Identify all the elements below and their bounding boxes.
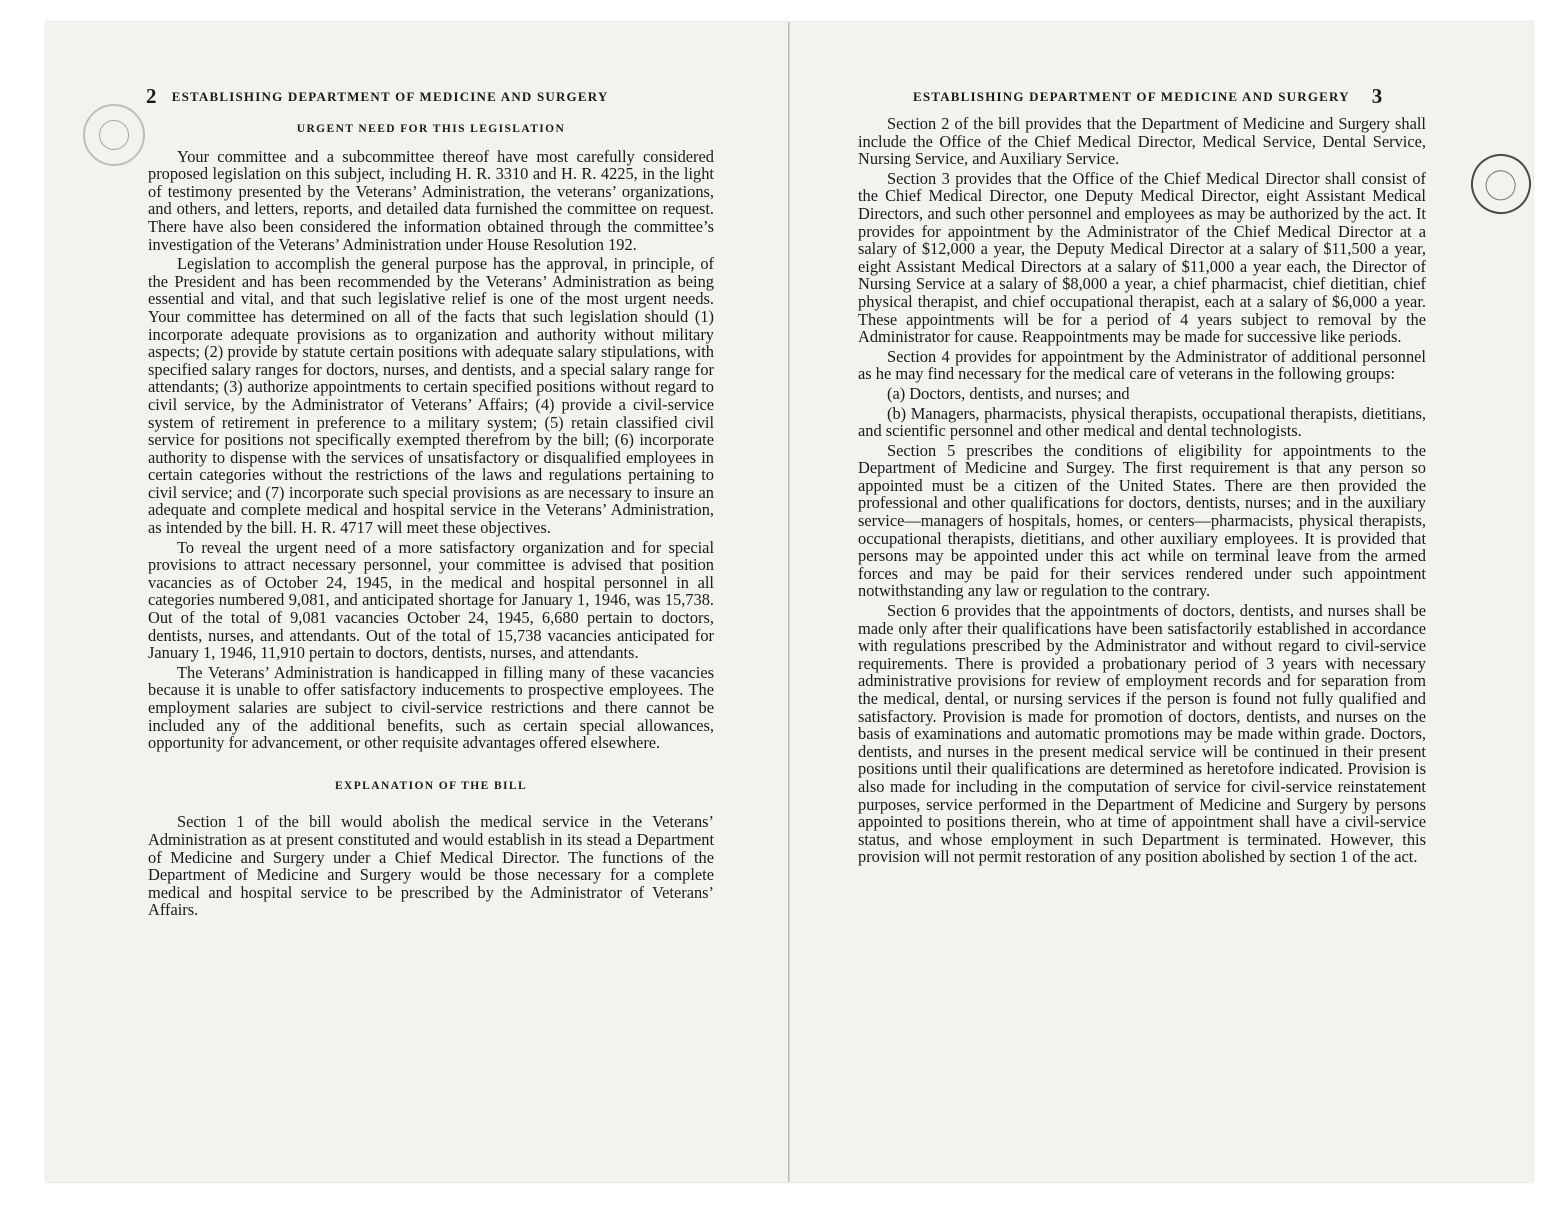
paragraph: Section 3 provides that the Office of the Chief Medical Director shall consist of the Chief Medical Director, one Deputy Medical Director, eight Assistant Medical Directors, and such other personnel and employees as may be authorized by the act. It provides for appointment by the Administrator of the Chief Medical Director at a salary of $12,000 a year, the Deputy Medical Director at a salary of $11,500 a year, eight Assistant Medical Directors at a salary of $11,000 a year each, the Director of Nursing Service at a salary of $8,000 a year, a chief pharmacist, chief dietitian, chief physical therapist, and chief occupational therapist, each at a salary of $6,000 a year. These appointments will be for a period of 4 years subject to removal by the Administrator for cause. Reappointments may be made for successive like periods. <box>858 168 1426 347</box>
right-page <box>790 22 1533 1182</box>
left-text-column <box>148 121 714 921</box>
section-heading: EXPLANATION OF THE BILL <box>334 779 528 792</box>
paragraph: The Veterans’ Administration is handicapped in filling many of these vacancies because it is unable to offer satisfactory inducements to prospective employees. The employment salaries are subject to civil-service restrictions and there cannot be included any of the additional benefits, such as certain special allowances, opportunity for advancement, or other requisite advantages offered elsewhere. <box>148 662 714 753</box>
stamp-inner-ring <box>1480 165 1521 206</box>
running-head <box>146 84 608 109</box>
list-item: (a) Doctors, dentists, and nurses; and <box>887 383 1130 403</box>
paragraph: Section 5 prescribes the conditions of eligibility for appointments to the Department of Medicine and Surgey. The first requirement is that any person so appointed must be a citizen of the United States. There are then provided the professional and other qualifications for doctors, dentists, nurses; and in the auxiliary service—managers of hospitals, homes, or centers—pharmacists, physical therapists, occupational therapists, dietitians, and other auxiliary employees. It is provided that persons may be appointed under this act while on terminal leave from the armed forces and may be paid for their services rendered under such appointment notwithstanding any law or regulation to the contrary. <box>858 440 1426 601</box>
paragraph: Section 2 of the bill provides that the Department of Medicine and Surgery shall include the Office of the Chief Medical Director, Medical Service, Dental Service, Nursing Service, and Auxiliary Service. <box>858 114 1426 169</box>
paragraph: Your committee and a subcommittee thereof have most carefully considered proposed legislation on this subject, including H. R. 3310 and H. R. 4225, in the light of testimony presented by the Veterans’ Administration, the veterans’ organizations, and others, and letters, reports, and detailed data furnished the committee on request. There have also been considered the information obtained through the committee’s investigation of the Veterans’ Administration under House Resolution 192. <box>148 146 714 254</box>
section-heading: URGENT NEED FOR THIS LEGISLATION <box>296 123 566 135</box>
paragraph: Section 1 of the bill would abolish the medical service in the Veterans’ Administration as at present constituted and would establish in its stead a Department of Medicine and Surgery under a Chief Medical Director. The functions of the Department of Medicine and Surgery would be those necessary for a complete medical and hospital service to be prescribed by the Administrator of Veterans’ Affairs. <box>148 812 714 920</box>
running-head-text: ESTABLISHING DEPARTMENT OF MEDICINE AND SURGERY <box>171 89 609 104</box>
library-stamp <box>1460 143 1533 224</box>
list-item: (b) Managers, pharmacists, physical therapists, occupational therapists, dietitians, and scientific personnel and other medical and dental technologists. <box>858 403 1426 441</box>
left-page <box>46 22 789 1182</box>
right-text-column <box>858 115 1426 868</box>
library-stamp <box>83 104 145 166</box>
paragraph: Legislation to accomplish the general purpose has the approval, in principle, of the President and has been recommended by the Veterans’ Administration as being essential and vital, and that such legislative relief is one of the most urgent needs. Your committee has determined on all of the facts that such legislation should (1) incorporate adequate provisions as to organization and authority without military aspects; (2) provide by statute certain positions with adequate salary stipulations, with specified salary ranges for doctors, nurses, and dentists, and a special salary range for attendants; (3) authorize appointments to certain specified positions without regard to civil service, by the Administrator of Veterans’ Affairs; (4) provide a civil-service system of retirement in preference to a military system; (5) retain classified civil service for positions not specifically exempted therefrom by the bill; (6) incorporate authority to dispense with the services of unsatisfactory or disqualified employees in certain categories without the restrictions of the laws and regulations pertaining to civil service; and (7) incorporate such special provisions as are necessary to insure an adequate and complete medical and hospital service in the Veterans’ Administration, as intended by the bill. H. R. 4717 will meet these objectives. <box>148 254 714 538</box>
stamp-inner-ring <box>99 120 129 150</box>
running-head <box>913 84 1383 109</box>
page-number: 2 <box>146 84 158 108</box>
running-head-text: ESTABLISHING DEPARTMENT OF MEDICINE AND SURGERY <box>913 89 1350 104</box>
paragraph: To reveal the urgent need of a more satisfactory organization and for special provisions to attract necessary personnel, your committee is advised that position vacancies as of October 24, 1945, in the medical and hospital personnel in all categories numbered 9,081, and anticipated shortage for January 1, 1946, was 15,738. Out of the total of 9,081 vacancies October 24, 1945, 6,680 pertain to doctors, dentists, nurses, and attendants. Out of the total of 15,738 vacancies anticipated for January 1, 1946, 11,910 pertain to doctors, dentists, nurses, and attendants. <box>148 537 714 663</box>
page-number: 3 <box>1371 84 1384 108</box>
paragraph: Section 6 provides that the appointments of doctors, dentists, and nurses shall be made only after their qualifications have been satisfactorily established in accordance with regulations prescribed by the Administrator and without regard to civil-service requirements. There is provided a probationary period of 3 years with necessary administrative provisions for review of employment records and for separation from the medical, dental, or nursing services if the person is found not fully qualified and satisfactory. Provision is made for promotion of doctors, dentists, and nurses on the basis of examinations and automatic promotions may be made within grade. Doctors, dentists, and nurses in the present medical service will be continued in their present positions until their qualifications are determined as heretofore indicated. Provision is also made for including in the computation of service for civil-service reinstatement purposes, service performed in the Department of Medicine and Surgery by persons appointed to positions therein, who at time of appointment shall have a civil-service status, and whose employment in such Department is terminated. However, this provision will not permit restoration of any position abolished by section 1 of the act. <box>858 601 1426 867</box>
paragraph: Section 4 provides for appointment by the Administrator of additional personnel as he may find necessary for the medical care of veterans in the following groups: <box>858 346 1426 384</box>
